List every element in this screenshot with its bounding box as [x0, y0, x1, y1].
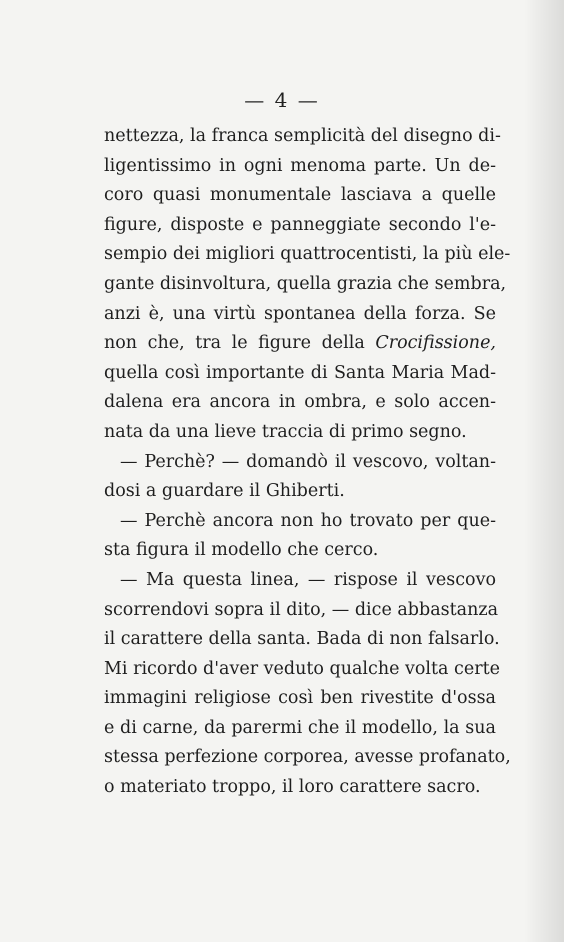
text-span: non che, tra le figure della [104, 333, 376, 354]
text-line: dosi a guardare il Ghiberti. [104, 481, 345, 502]
text-line: scorrendovi sopra il dito, — dice abbastanza [104, 599, 499, 620]
text-line: coro quasi monumentale lasciava a quelle [104, 185, 496, 206]
text-line: nata da una lieve traccia di primo segno. [104, 421, 467, 442]
text-line: nettezza, la franca semplicità del disegno di- [104, 126, 501, 146]
text-line: o materiato troppo, il loro carattere sacro. [104, 777, 481, 798]
text-line: Mi ricordo d'aver veduto qualche volta certe [104, 658, 500, 679]
text-line: il carattere della santa. Bada di non falsarlo. [104, 629, 500, 650]
text-line [104, 329, 496, 359]
text-line: — Ma questa linea, — rispose il vescovo [120, 569, 496, 590]
italic-title: Crocifissione, [375, 333, 496, 354]
text-line: dalena era ancora in ombra, e solo accen- [104, 392, 496, 413]
body-text [104, 122, 511, 803]
text-line: — Perchè? — domandò il vescovo, voltan- [120, 451, 496, 472]
text-line: ligentissimo in ogni menoma parte. Un de- [104, 155, 496, 176]
text-line: sempio dei migliori quattrocentisti, la più ele- [104, 244, 511, 265]
text-line: sta figura il modello che cerco. [104, 540, 379, 561]
text-line: anzi è, una virtù spontanea della forza. Se [104, 303, 496, 324]
text-line: gante disinvoltura, quella grazia che sembra, [104, 273, 507, 294]
text-line: e di carne, da parermi che il modello, la sua [104, 717, 496, 738]
text-line: immagini religiose così ben rivestite d'ossa [104, 688, 496, 709]
text-line: — Perchè ancora non ho trovato per que- [120, 510, 496, 531]
text-line: quella così importante di Santa Maria Mad- [104, 362, 496, 383]
text-line: figure, disposte e panneggiate secondo l'e- [104, 214, 496, 235]
page-edge-shadow [524, 0, 564, 942]
page-number: — 4 — [244, 88, 320, 112]
text-line: stessa perfezione corporea, avesse profanato, [104, 747, 511, 768]
